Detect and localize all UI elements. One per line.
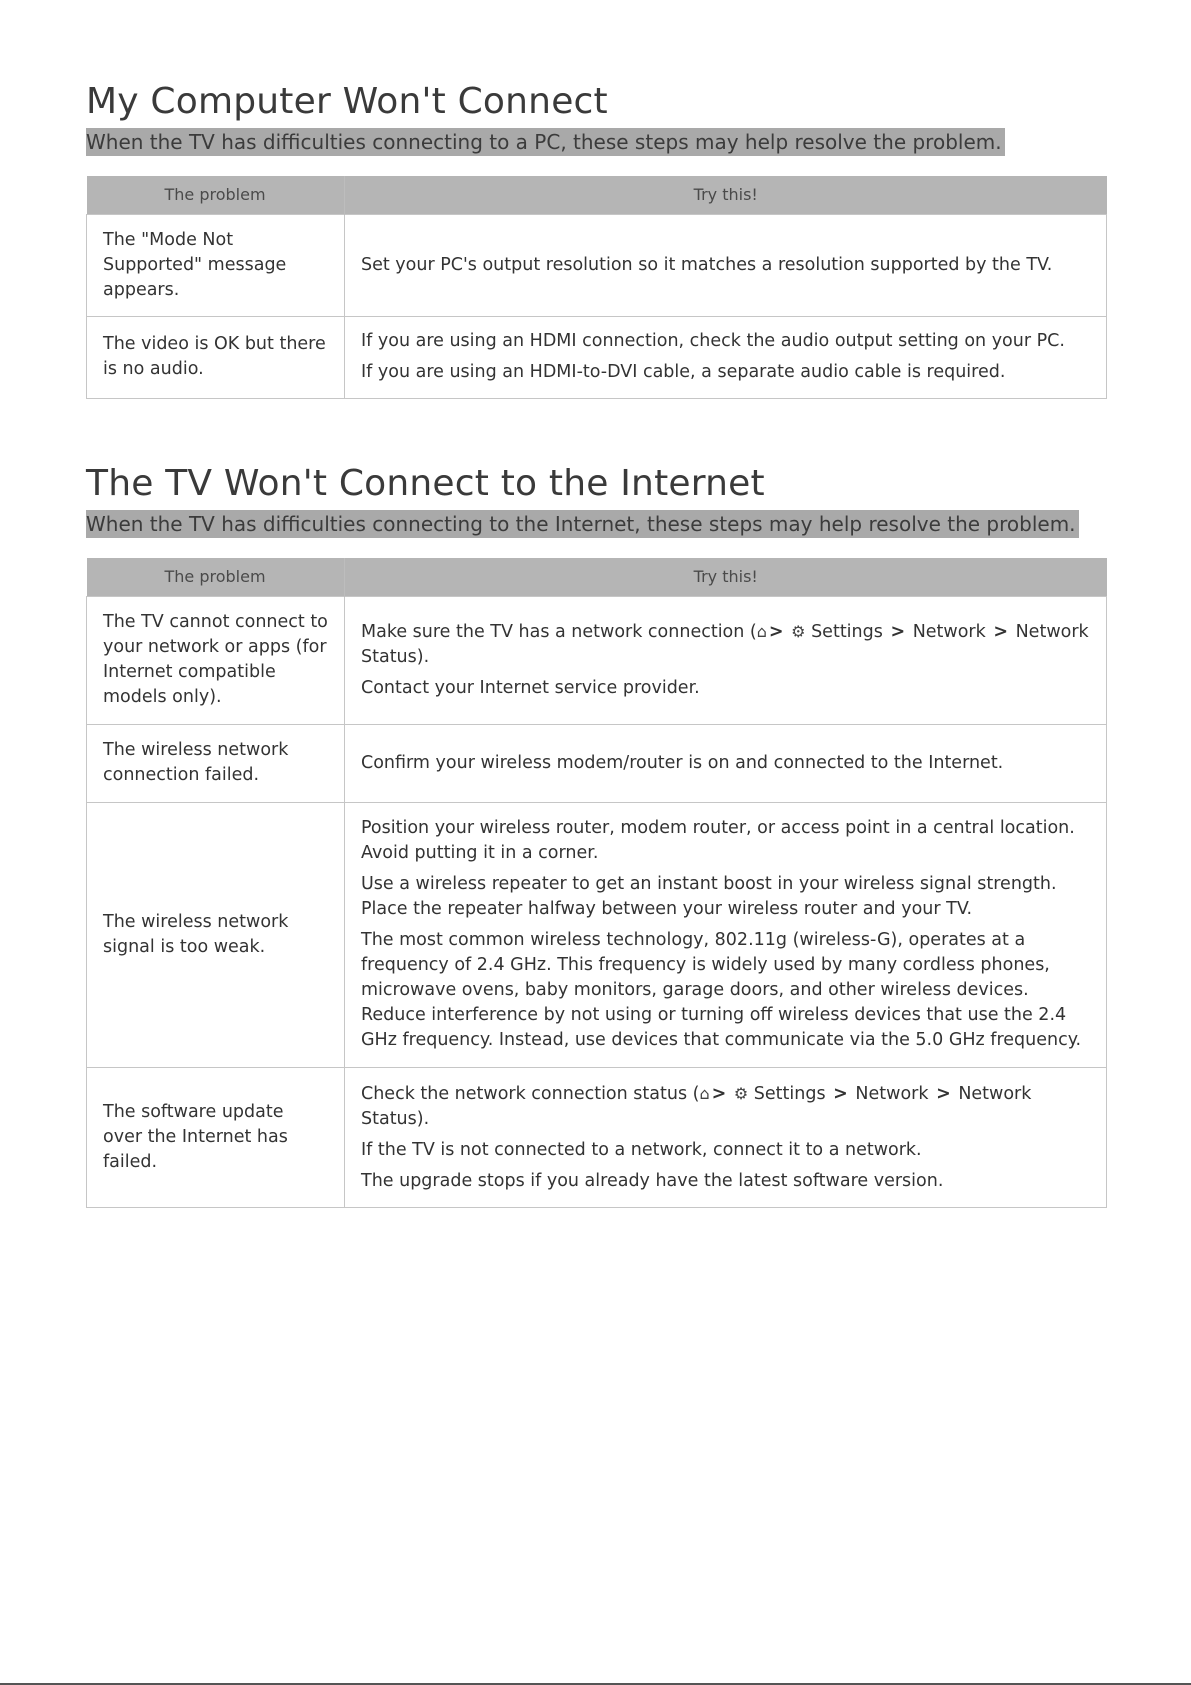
problem-cell: The video is OK but there is no audio. [87,316,345,398]
solution-cell [345,214,1107,316]
solution-text: If you are using an HDMI connection, check the audio output setting on your PC. [361,331,1065,351]
column-header-try: Try this! [345,558,1107,596]
settings-label: Settings [753,1083,826,1104]
solution-prefix: Make sure the TV has a network connection ( [361,622,757,642]
table-row [87,1067,1107,1207]
network-label: Network [912,622,986,642]
table-row [87,214,1107,316]
table-header-row [87,558,1107,596]
problem-cell: The software update over the Internet has failed. [87,1067,345,1207]
table-header-row [87,176,1107,214]
solution-cell [345,724,1107,802]
column-header-problem: The problem [87,558,345,596]
solution-cell [345,1067,1107,1207]
table-row [87,802,1107,1067]
column-header-problem: The problem [87,176,345,214]
chevron-right-icon: > [711,1083,727,1104]
chevron-right-icon: > [890,622,906,642]
section-title: My Computer Won't Connect [86,81,608,122]
solution-cell [345,316,1107,398]
chevron-right-icon: > [993,622,1009,642]
problem-cell: The wireless network connection failed. [87,724,345,802]
table-row [87,596,1107,724]
section-subtitle: When the TV has difficulties connecting to the Internet, these steps may help resolve the problem. [86,510,1079,538]
chevron-right-icon: > [768,622,784,642]
solution-prefix: Check the network connection status ( [361,1083,700,1104]
section-subtitle: When the TV has difficulties connecting to a PC, these steps may help resolve the problem. [86,128,1005,156]
network-label: Network [855,1083,929,1104]
table-row [87,724,1107,802]
home-icon: ⌂ [756,622,767,641]
solution-text [361,619,1090,670]
column-header-try: Try this! [345,176,1107,214]
network-status-label: Network Status). [361,1083,1032,1129]
solution-text: Set your PC's output resolution so it matches a resolution supported by the TV. [361,254,1053,275]
solution-text: If the TV is not connected to a network, connect it to a network. [361,1139,922,1160]
solution-text: The most common wireless technology, 802.11g (wireless-G), operates at a frequency of 2.4 GHz. This frequency is widely used by many cordless phones, microwave ovens, baby monitors, garage doors, and other wireless devices. Reduce interference by not using or turning off wireless devices that use the 2.4 GHz frequency. Instead, use devices that communicate via the 5.0 GHz frequency. [361,930,1082,1050]
solution-cell [345,596,1107,724]
solution-text: Confirm your wireless modem/router is on and connected to the Internet. [361,752,1004,773]
solution-text: Use a wireless repeater to get an instant boost in your wireless signal strength. Place the repeater halfway between your wireless router and your TV. [361,874,1057,919]
solution-text: The upgrade stops if you already have the latest software version. [361,1170,944,1191]
table-row [87,316,1107,398]
section-computer-connect [86,80,1106,399]
section-internet-connect [86,462,1106,1208]
gear-icon: ⚙ [791,622,806,641]
troubleshooting-table [86,558,1107,1208]
gear-icon: ⚙ [733,1083,749,1103]
solution-text: Contact your Internet service provider. [361,678,700,698]
solution-text: Position your wireless router, modem router, or access point in a central location. Avoid putting it in a corner. [361,818,1075,863]
chevron-right-icon: > [833,1083,848,1104]
problem-cell: The "Mode Not Supported" message appears. [87,214,345,316]
chevron-right-icon: > [936,1083,951,1104]
settings-label: Settings [811,622,883,642]
problem-cell: The TV cannot connect to your network or apps (for Internet compatible models only). [87,596,345,724]
troubleshooting-table [86,176,1107,399]
solution-text [361,1081,1090,1132]
network-status-label: Network Status). [361,622,1089,667]
solution-cell [345,802,1107,1067]
home-icon: ⌂ [699,1083,710,1103]
section-title: The TV Won't Connect to the Internet [86,463,765,504]
problem-cell: The wireless network signal is too weak. [87,802,345,1067]
solution-text: If you are using an HDMI-to-DVI cable, a separate audio cable is required. [361,362,1006,382]
